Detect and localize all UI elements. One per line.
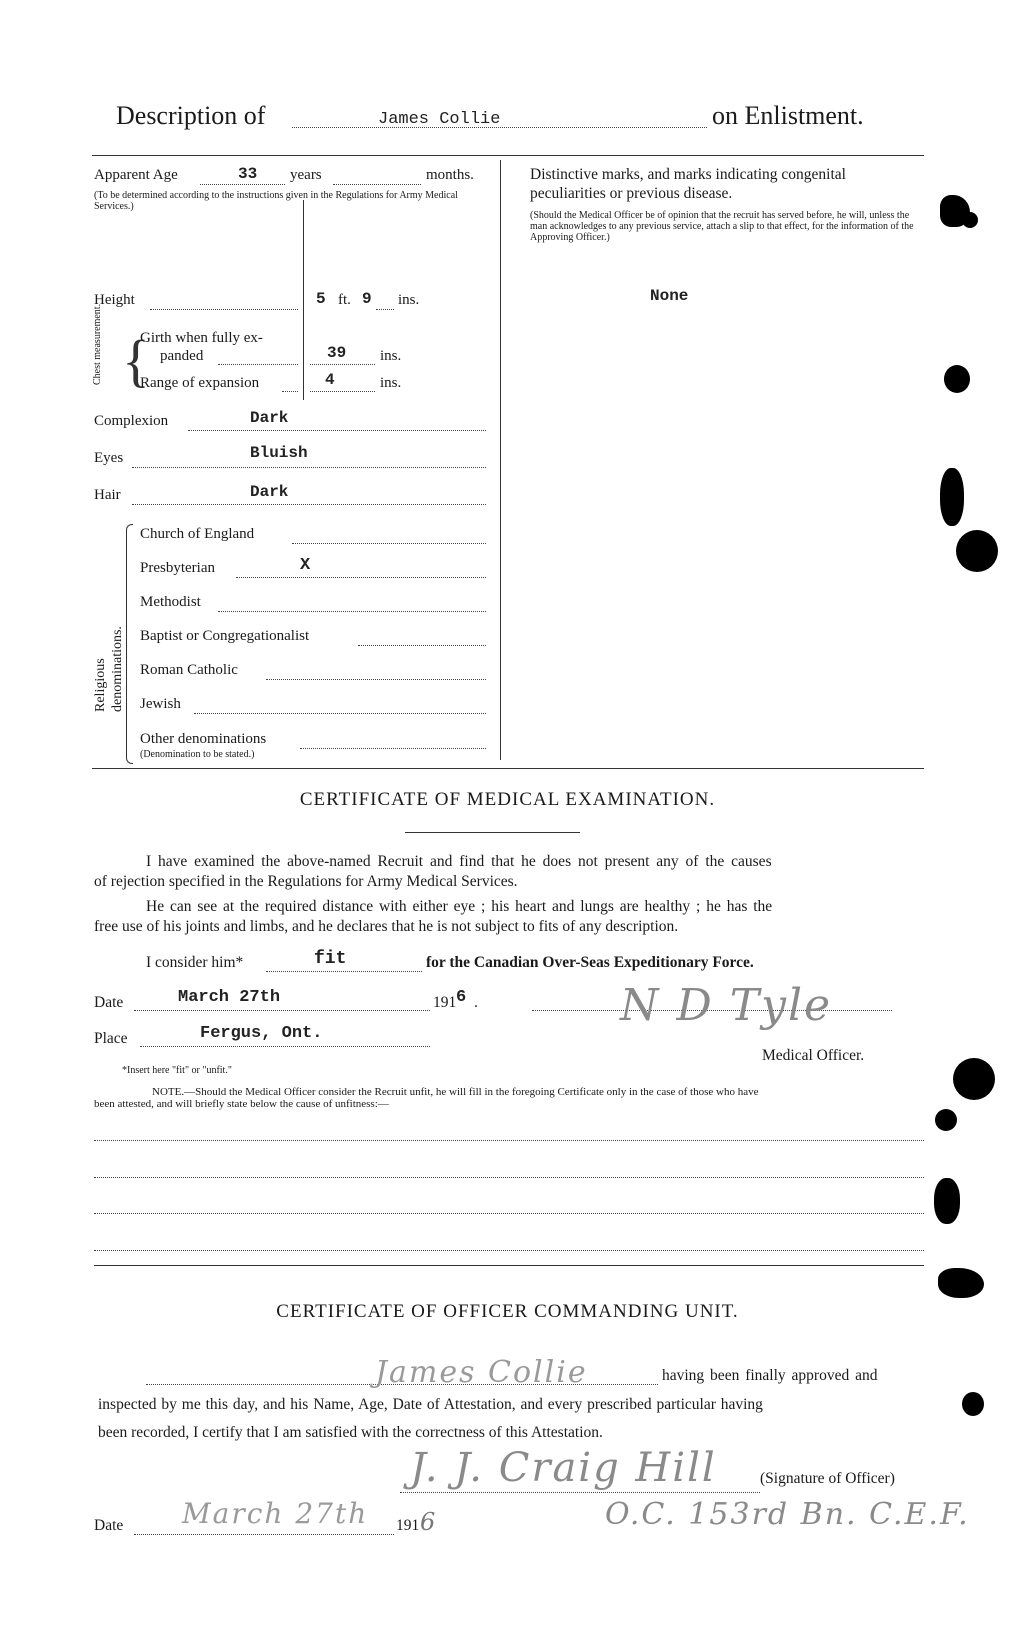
religion-mark-presbyterian: X — [300, 556, 311, 575]
commanding-year-prefix: 191 — [396, 1517, 420, 1534]
unfit-note-line2: been attested, and will briefly state below the cause of unfitness:— — [94, 1098, 389, 1110]
chest-range-value-line — [310, 391, 375, 392]
medical-date-value: March 27th — [178, 988, 281, 1007]
chest-girth-label-2: panded — [160, 348, 204, 364]
medical-year-digit: 6 — [456, 988, 467, 1007]
commanding-name-signature: James Collie — [375, 1355, 588, 1390]
medical-para2-line2: free use of his joints and limbs, and he declares that he is not subject to fits of any description. — [94, 918, 679, 935]
binding-hole-6 — [935, 1109, 957, 1131]
age-years-line — [200, 184, 285, 185]
commanding-date-line — [134, 1534, 394, 1535]
medical-place-label: Place — [94, 1030, 128, 1047]
religion-other-note: (Denomination to be stated.) — [140, 749, 255, 760]
chest-range-line — [282, 391, 298, 392]
description-bottom-rule — [92, 768, 924, 769]
chest-side-label: Chest measurement. — [92, 303, 103, 385]
medical-officer-label: Medical Officer. — [762, 1047, 865, 1064]
unfitness-line-2 — [94, 1177, 924, 1178]
binding-hole-2 — [944, 365, 970, 393]
medical-place-line — [140, 1046, 430, 1047]
commanding-signature-line — [400, 1492, 760, 1493]
medical-para2-line1: He can see at the required distance with either eye ; his heart and lungs are healthy ; he has the — [146, 898, 773, 915]
chest-girth-value: 39 — [327, 344, 347, 362]
force-label: for the Canadian Over-Seas Expeditionary Force. — [426, 954, 754, 971]
height-line — [150, 309, 298, 310]
insert-note: *Insert here "fit" or "unfit." — [122, 1065, 232, 1076]
unfit-note-line1: NOTE.—Should the Medical Officer consider the Recruit unfit, he will fill in the foregoing Certificate only in the case of those who have — [152, 1086, 759, 1098]
commanding-date-value: March 27th — [182, 1497, 369, 1530]
complexion-value: Dark — [250, 409, 289, 427]
commanding-signature-label: (Signature of Officer) — [760, 1470, 895, 1487]
chest-range-label: Range of expansion — [140, 375, 260, 391]
commanding-officer-signature: J. J. Craig Hill — [410, 1445, 717, 1491]
religion-label-baptist: Baptist or Congregationalist — [140, 628, 310, 644]
medical-date-period: . — [474, 994, 478, 1011]
hair-line — [132, 504, 486, 505]
age-note: (To be determined according to the instructions given in the Regulations for Army Medical Services.) — [94, 190, 458, 212]
medical-officer-signature: N D Tyle — [620, 980, 833, 1031]
medical-date-line — [134, 1010, 430, 1011]
chest-girth-label-1: Girth when fully ex- — [140, 330, 263, 346]
religion-line-6 — [300, 748, 486, 749]
binding-hole-4 — [956, 530, 998, 572]
religion-label-other: Other denominations — [140, 731, 267, 747]
measurement-divider — [303, 200, 304, 400]
commanding-line1-tail: having been finally approved and — [662, 1367, 878, 1384]
binding-blot-3 — [940, 468, 964, 526]
religion-side-label: Religious denominations. — [93, 626, 125, 712]
binding-blot-7 — [934, 1178, 960, 1224]
top-rule — [92, 155, 924, 156]
marks-value: None — [650, 287, 689, 305]
religion-line-3 — [358, 645, 486, 646]
religion-brace — [126, 524, 133, 764]
unfitness-line-4 — [94, 1250, 924, 1251]
religion-label-church-of-england: Church of England — [140, 526, 255, 542]
height-ft-label: ft. — [338, 292, 351, 308]
eyes-value: Bluish — [250, 444, 308, 462]
medical-certificate-title: CERTIFICATE OF MEDICAL EXAMINATION. — [299, 789, 716, 810]
chest-range-ins: ins. — [380, 375, 402, 391]
height-ins-label: ins. — [398, 292, 420, 308]
height-label: Height — [94, 292, 135, 308]
religion-line-2 — [218, 611, 486, 612]
unfitness-line-3 — [94, 1213, 924, 1214]
height-feet: 5 — [316, 290, 326, 308]
medical-title-rule — [405, 832, 580, 833]
unfitness-line-1 — [94, 1140, 924, 1141]
eyes-line — [132, 467, 486, 468]
consider-value: fit — [314, 949, 347, 969]
marks-title: Distinctive marks, and marks indicating congenital peculiarities or previous disease. — [530, 166, 846, 202]
religion-label-roman-catholic: Roman Catholic — [140, 662, 238, 678]
header-description-label: Description of — [116, 101, 266, 130]
header-enlistment-label: on Enlistment. — [712, 101, 864, 130]
eyes-label: Eyes — [94, 450, 124, 466]
commanding-line3: been recorded, I certify that I am satisfied with the correctness of this Attestation. — [98, 1424, 603, 1441]
medical-place-value: Fergus, Ont. — [200, 1024, 323, 1043]
religion-label-jewish: Jewish — [140, 696, 181, 712]
chest-girth-line — [218, 364, 298, 365]
marks-note: (Should the Medical Officer be of opinion that the recruit has served before, he will, unless the man acknowledges to any previous service, attach a slip to that effect, for the information of the Approving Officer.) — [530, 210, 914, 243]
religion-line-0 — [292, 543, 486, 544]
religion-line-5 — [194, 713, 486, 714]
religion-label-methodist: Methodist — [140, 594, 201, 610]
chest-girth-ins: ins. — [380, 348, 402, 364]
chest-girth-value-line — [310, 364, 375, 365]
medical-date-label: Date — [94, 994, 124, 1011]
column-divider — [500, 160, 501, 760]
height-inches-line — [376, 309, 394, 310]
medical-year-prefix: 191 — [433, 994, 457, 1011]
hair-label: Hair — [94, 487, 121, 503]
religion-line-4 — [266, 679, 486, 680]
medical-para1-line1: I have examined the above-named Recruit and find that he does not present any of the causes — [146, 853, 772, 870]
commanding-certificate-title: CERTIFICATE OF OFFICER COMMANDING UNIT. — [276, 1301, 739, 1322]
medical-bottom-rule — [94, 1265, 924, 1266]
age-label: Apparent Age — [94, 167, 178, 183]
binding-blot-1b — [962, 212, 978, 228]
commanding-line2: inspected by me this day, and his Name, Age, Date of Attestation, and every prescribed particular having — [98, 1396, 763, 1413]
consider-line — [266, 971, 422, 972]
hair-value: Dark — [250, 483, 289, 501]
binding-hole-5 — [953, 1058, 995, 1100]
binding-blot-8 — [938, 1268, 984, 1298]
age-years-value: 33 — [238, 165, 258, 183]
religion-line-1 — [236, 577, 486, 578]
commanding-officer-unit: O.C. 153rd Bn. C.E.F. — [605, 1497, 970, 1532]
recruit-name: James Collie — [378, 110, 501, 129]
consider-label: I consider him* — [146, 954, 244, 971]
binding-hole-9 — [962, 1392, 984, 1416]
age-years-label: years — [290, 167, 322, 183]
complexion-line — [188, 430, 486, 431]
commanding-year-digit: 6 — [420, 1508, 438, 1536]
chest-range-value: 4 — [325, 371, 335, 389]
chest-brace: { — [122, 328, 150, 393]
commanding-date-label: Date — [94, 1517, 124, 1534]
height-inches: 9 — [362, 290, 372, 308]
complexion-label: Complexion — [94, 413, 169, 429]
medical-para1-line2: of rejection specified in the Regulations for Army Medical Services. — [94, 873, 518, 890]
religion-label-presbyterian: Presbyterian — [140, 560, 215, 576]
age-months-label: months. — [426, 167, 474, 183]
age-months-line — [333, 184, 421, 185]
